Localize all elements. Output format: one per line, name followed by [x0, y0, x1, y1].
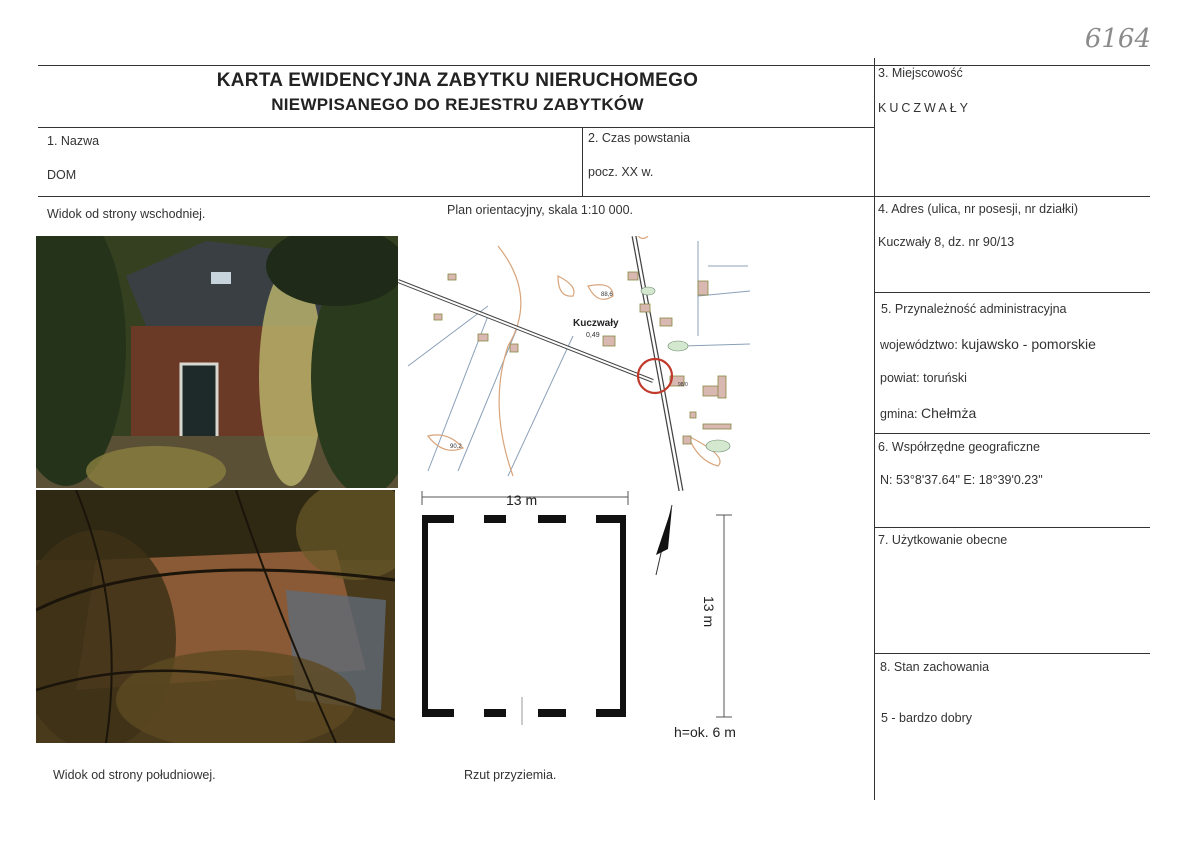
county-label: powiat:: [880, 371, 920, 385]
voivodeship-label: województwo:: [880, 338, 958, 352]
field-locality-label: 3. Miejscowość: [878, 66, 963, 80]
divider-name-date: [582, 127, 583, 196]
field-admin-label: 5. Przynależność administracyjna: [881, 302, 1067, 316]
voivodeship-value: kujawsko - pomorskie: [961, 336, 1096, 352]
map-place-name: Kuczwały: [573, 318, 619, 329]
field-address-value: Kuczwały 8, dz. nr 90/13: [878, 235, 1015, 249]
card-subtitle: NIEWPISANEGO DO REJESTRU ZABYTKÓW: [271, 95, 644, 114]
north-arrow-icon: [656, 505, 672, 575]
floor-plan: [398, 491, 750, 743]
rule-field5: [874, 292, 1150, 293]
floorplan-depth-label: 13 m: [701, 596, 717, 628]
map-elevation-1: 88,6: [601, 292, 613, 298]
field-date-label: 2. Czas powstania: [588, 131, 691, 145]
right-column-divider: [874, 58, 875, 800]
commune-value: Chełmża: [921, 405, 977, 421]
county-value: toruński: [923, 371, 967, 385]
field-condition-value: 5 - bardzo dobry: [881, 711, 973, 725]
site-map-drawing: [398, 236, 750, 491]
photo-south-illustration: [36, 490, 395, 743]
caption-south-view: Widok od strony południowej.: [53, 768, 216, 782]
card-title: KARTA EWIDENCYJNA ZABYTKU NIERUCHOMEGO: [216, 70, 699, 91]
map-place-sub: 0,49: [586, 332, 600, 339]
photo-east-view: [36, 236, 398, 488]
field-county: [880, 371, 967, 385]
field-coordinates-label: 6. Współrzędne geograficzne: [878, 440, 1040, 454]
field-condition-label: 8. Stan zachowania: [880, 660, 990, 674]
floor-plan-drawing: [398, 491, 750, 743]
field-commune: [880, 405, 976, 421]
rule-field8: [874, 653, 1150, 654]
field-usage-label: 7. Użytkowanie obecne: [878, 533, 1008, 547]
rule-field7: [874, 527, 1150, 528]
floorplan-height-label: h=ok. 6 m: [674, 724, 736, 740]
caption-floor-plan: Rzut przyziemia.: [464, 768, 557, 782]
field-date-value: pocz. XX w.: [588, 165, 654, 179]
photo-south-view: [36, 490, 395, 743]
archive-number: 6164: [1084, 24, 1151, 54]
caption-east-view: Widok od strony wschodniej.: [47, 207, 206, 221]
field-address-label: 4. Adres (ulica, nr posesji, nr działki): [878, 202, 1079, 216]
field-name-label: 1. Nazwa: [47, 134, 100, 148]
map-elevation-3: 98/0: [678, 382, 688, 388]
rule-under-name: [38, 196, 1150, 197]
map-elevation-2: 90,2: [450, 444, 462, 450]
photo-east-illustration: [36, 236, 398, 488]
field-locality-value: KUCZWAŁY: [878, 101, 971, 115]
rule-field6: [874, 433, 1150, 434]
field-voivodeship: [880, 336, 1096, 352]
top-rule: [38, 65, 1150, 66]
site-map: [398, 236, 750, 491]
caption-site-plan: Plan orientacyjny, skala 1:10 000.: [447, 203, 633, 217]
field-coordinates-value: N: 53°8'37.64" E: 18°39'0.23": [880, 473, 1043, 487]
floorplan-width-label: 13 m: [506, 492, 538, 508]
rule-under-title: [38, 127, 874, 128]
commune-label: gmina:: [880, 407, 918, 421]
field-name-value: DOM: [47, 168, 77, 182]
